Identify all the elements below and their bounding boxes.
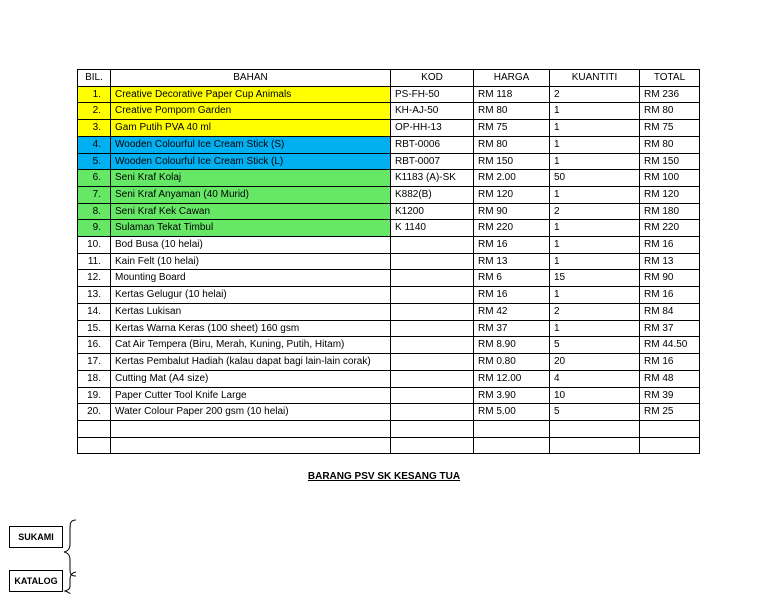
katalog-label-box: KATALOG xyxy=(9,570,63,592)
cell-total: RM 39 xyxy=(640,387,700,404)
cell-bahan: Kertas Lukisan xyxy=(111,303,391,320)
cell-kod xyxy=(391,303,474,320)
cell-total: RM 84 xyxy=(640,303,700,320)
cell-total: RM 80 xyxy=(640,136,700,153)
cell-harga xyxy=(474,421,550,438)
cell-bil: 5. xyxy=(78,153,111,170)
cell-bil: 12. xyxy=(78,270,111,287)
cell-bahan: Gam Putih PVA 40 ml xyxy=(111,120,391,137)
cell-kod xyxy=(391,253,474,270)
cell-kuantiti: 15 xyxy=(550,270,640,287)
cell-harga: RM 37 xyxy=(474,320,550,337)
cell-kuantiti: 1 xyxy=(550,253,640,270)
cell-bil: 18. xyxy=(78,370,111,387)
table-row xyxy=(78,153,700,170)
table-row xyxy=(78,170,700,187)
table-row xyxy=(78,136,700,153)
cell-kod xyxy=(391,370,474,387)
cell-bahan: Cat Air Tempera (Biru, Merah, Kuning, Putih, Hitam) xyxy=(111,337,391,354)
cell-harga xyxy=(474,437,550,454)
table-row xyxy=(78,287,700,304)
cell-bahan: Sulaman Tekat Timbul xyxy=(111,220,391,237)
table-row xyxy=(78,370,700,387)
cell-bahan: Cutting Mat (A4 size) xyxy=(111,370,391,387)
cell-bil: 8. xyxy=(78,203,111,220)
cell-kuantiti: 2 xyxy=(550,303,640,320)
header-total: TOTAL xyxy=(640,70,700,87)
cell-total: RM 100 xyxy=(640,170,700,187)
cell-kod: RBT-0006 xyxy=(391,136,474,153)
cell-total: RM 75 xyxy=(640,120,700,137)
cell-harga: RM 5.00 xyxy=(474,404,550,421)
cell-bahan: Water Colour Paper 200 gsm (10 helai) xyxy=(111,404,391,421)
cell-harga: RM 0.80 xyxy=(474,353,550,370)
table-row xyxy=(78,120,700,137)
cell-kod: PS-FH-50 xyxy=(391,86,474,103)
cell-kod: K 1140 xyxy=(391,220,474,237)
cell-total: RM 25 xyxy=(640,404,700,421)
cell-harga: RM 16 xyxy=(474,237,550,254)
cell-kuantiti: 10 xyxy=(550,387,640,404)
cell-total: RM 16 xyxy=(640,237,700,254)
cell-harga: RM 6 xyxy=(474,270,550,287)
table-row xyxy=(78,320,700,337)
brace-lower xyxy=(65,572,76,594)
cell-harga: RM 118 xyxy=(474,86,550,103)
cell-harga: RM 120 xyxy=(474,186,550,203)
table-row xyxy=(78,220,700,237)
cell-bil: 14. xyxy=(78,303,111,320)
header-kod: KOD xyxy=(391,70,474,87)
cell-bahan: Paper Cutter Tool Knife Large xyxy=(111,387,391,404)
header-bil: BIL. xyxy=(78,70,111,87)
cell-total: RM 16 xyxy=(640,287,700,304)
cell-bahan xyxy=(111,421,391,438)
cell-total: RM 44.50 xyxy=(640,337,700,354)
cell-bil: 2. xyxy=(78,103,111,120)
cell-bahan: Creative Decorative Paper Cup Animals xyxy=(111,86,391,103)
sukami-label-box: SUKAMI xyxy=(9,526,63,548)
cell-bahan: Bod Busa (10 helai) xyxy=(111,237,391,254)
table-row xyxy=(78,353,700,370)
cell-bahan: Kertas Warna Keras (100 sheet) 160 gsm xyxy=(111,320,391,337)
table-row xyxy=(78,421,700,438)
cell-bahan: Seni Kraf Anyaman (40 Murid) xyxy=(111,186,391,203)
cell-harga: RM 150 xyxy=(474,153,550,170)
cell-kuantiti: 1 xyxy=(550,220,640,237)
cell-harga: RM 8.90 xyxy=(474,337,550,354)
cell-total: RM 150 xyxy=(640,153,700,170)
cell-kod: K1183 (A)-SK xyxy=(391,170,474,187)
cell-kuantiti: 1 xyxy=(550,186,640,203)
table-row xyxy=(78,404,700,421)
cell-bahan: Wooden Colourful Ice Cream Stick (S) xyxy=(111,136,391,153)
cell-bil: 13. xyxy=(78,287,111,304)
cell-total xyxy=(640,421,700,438)
table-row xyxy=(78,387,700,404)
table-row xyxy=(78,270,700,287)
cell-total: RM 48 xyxy=(640,370,700,387)
cell-bahan: Wooden Colourful Ice Cream Stick (L) xyxy=(111,153,391,170)
cell-bahan: Kertas Pembalut Hadiah (kalau dapat bagi lain-lain corak) xyxy=(111,353,391,370)
cell-bil: 15. xyxy=(78,320,111,337)
cell-kod: KH-AJ-50 xyxy=(391,103,474,120)
cell-harga: RM 90 xyxy=(474,203,550,220)
cell-kod: OP-HH-13 xyxy=(391,120,474,137)
cell-harga: RM 12.00 xyxy=(474,370,550,387)
cell-kod xyxy=(391,387,474,404)
table-row xyxy=(78,186,700,203)
cell-kod: RBT-0007 xyxy=(391,153,474,170)
cell-bil: 3. xyxy=(78,120,111,137)
header-bahan: BAHAN xyxy=(111,70,391,87)
cell-kod xyxy=(391,237,474,254)
cell-total: RM 13 xyxy=(640,253,700,270)
cell-kod xyxy=(391,353,474,370)
table-row xyxy=(78,253,700,270)
curly-brace-marks xyxy=(62,518,82,594)
document-caption: BARANG PSV SK KESANG TUA xyxy=(307,471,461,482)
cell-bil: 17. xyxy=(78,353,111,370)
cell-kuantiti: 1 xyxy=(550,120,640,137)
cell-kuantiti: 1 xyxy=(550,103,640,120)
table-row xyxy=(78,437,700,454)
cell-kuantiti: 5 xyxy=(550,337,640,354)
cell-bil: 10. xyxy=(78,237,111,254)
cell-bil: 7. xyxy=(78,186,111,203)
table-row xyxy=(78,103,700,120)
cell-harga: RM 3.90 xyxy=(474,387,550,404)
cell-bahan: Creative Pompom Garden xyxy=(111,103,391,120)
cell-total: RM 120 xyxy=(640,186,700,203)
cell-kod: K1200 xyxy=(391,203,474,220)
cell-bil xyxy=(78,437,111,454)
cell-bil: 11. xyxy=(78,253,111,270)
cell-harga: RM 13 xyxy=(474,253,550,270)
cell-total: RM 37 xyxy=(640,320,700,337)
cell-kod: K882(B) xyxy=(391,186,474,203)
cell-kuantiti: 1 xyxy=(550,287,640,304)
cell-kuantiti: 4 xyxy=(550,370,640,387)
cell-harga: RM 2.00 xyxy=(474,170,550,187)
cell-kuantiti xyxy=(550,437,640,454)
cell-kuantiti: 1 xyxy=(550,237,640,254)
table-header-row xyxy=(78,70,700,87)
cell-bahan: Seni Kraf Kolaj xyxy=(111,170,391,187)
cell-bahan: Kain Felt (10 helai) xyxy=(111,253,391,270)
cell-total: RM 80 xyxy=(640,103,700,120)
table-row xyxy=(78,203,700,220)
cell-bil: 9. xyxy=(78,220,111,237)
cell-bil: 6. xyxy=(78,170,111,187)
cell-kod xyxy=(391,320,474,337)
items-table xyxy=(77,69,700,454)
cell-total: RM 236 xyxy=(640,86,700,103)
cell-harga: RM 80 xyxy=(474,136,550,153)
brace-upper xyxy=(64,520,76,576)
header-harga: HARGA xyxy=(474,70,550,87)
cell-bil xyxy=(78,421,111,438)
header-kuantiti: KUANTITI xyxy=(550,70,640,87)
cell-bil: 1. xyxy=(78,86,111,103)
cell-kuantiti: 1 xyxy=(550,136,640,153)
cell-bil: 20. xyxy=(78,404,111,421)
table-row xyxy=(78,86,700,103)
cell-bahan xyxy=(111,437,391,454)
cell-kod xyxy=(391,270,474,287)
cell-bil: 4. xyxy=(78,136,111,153)
cell-kuantiti: 50 xyxy=(550,170,640,187)
cell-kuantiti: 1 xyxy=(550,153,640,170)
cell-total: RM 220 xyxy=(640,220,700,237)
cell-kuantiti: 5 xyxy=(550,404,640,421)
table-row xyxy=(78,303,700,320)
cell-bahan: Seni Kraf Kek Cawan xyxy=(111,203,391,220)
cell-harga: RM 75 xyxy=(474,120,550,137)
cell-bahan: Kertas Gelugur (10 helai) xyxy=(111,287,391,304)
cell-harga: RM 42 xyxy=(474,303,550,320)
cell-total: RM 90 xyxy=(640,270,700,287)
cell-kod xyxy=(391,404,474,421)
cell-harga: RM 16 xyxy=(474,287,550,304)
cell-kuantiti: 1 xyxy=(550,320,640,337)
cell-kod xyxy=(391,421,474,438)
cell-bil: 16. xyxy=(78,337,111,354)
cell-harga: RM 80 xyxy=(474,103,550,120)
cell-kod xyxy=(391,287,474,304)
cell-bahan: Mounting Board xyxy=(111,270,391,287)
table-row xyxy=(78,237,700,254)
cell-harga: RM 220 xyxy=(474,220,550,237)
cell-total: RM 16 xyxy=(640,353,700,370)
cell-kuantiti xyxy=(550,421,640,438)
cell-kod xyxy=(391,337,474,354)
cell-kuantiti: 20 xyxy=(550,353,640,370)
cell-kuantiti: 2 xyxy=(550,203,640,220)
cell-kod xyxy=(391,437,474,454)
table-row xyxy=(78,337,700,354)
cell-kuantiti: 2 xyxy=(550,86,640,103)
cell-total: RM 180 xyxy=(640,203,700,220)
cell-bil: 19. xyxy=(78,387,111,404)
cell-total xyxy=(640,437,700,454)
